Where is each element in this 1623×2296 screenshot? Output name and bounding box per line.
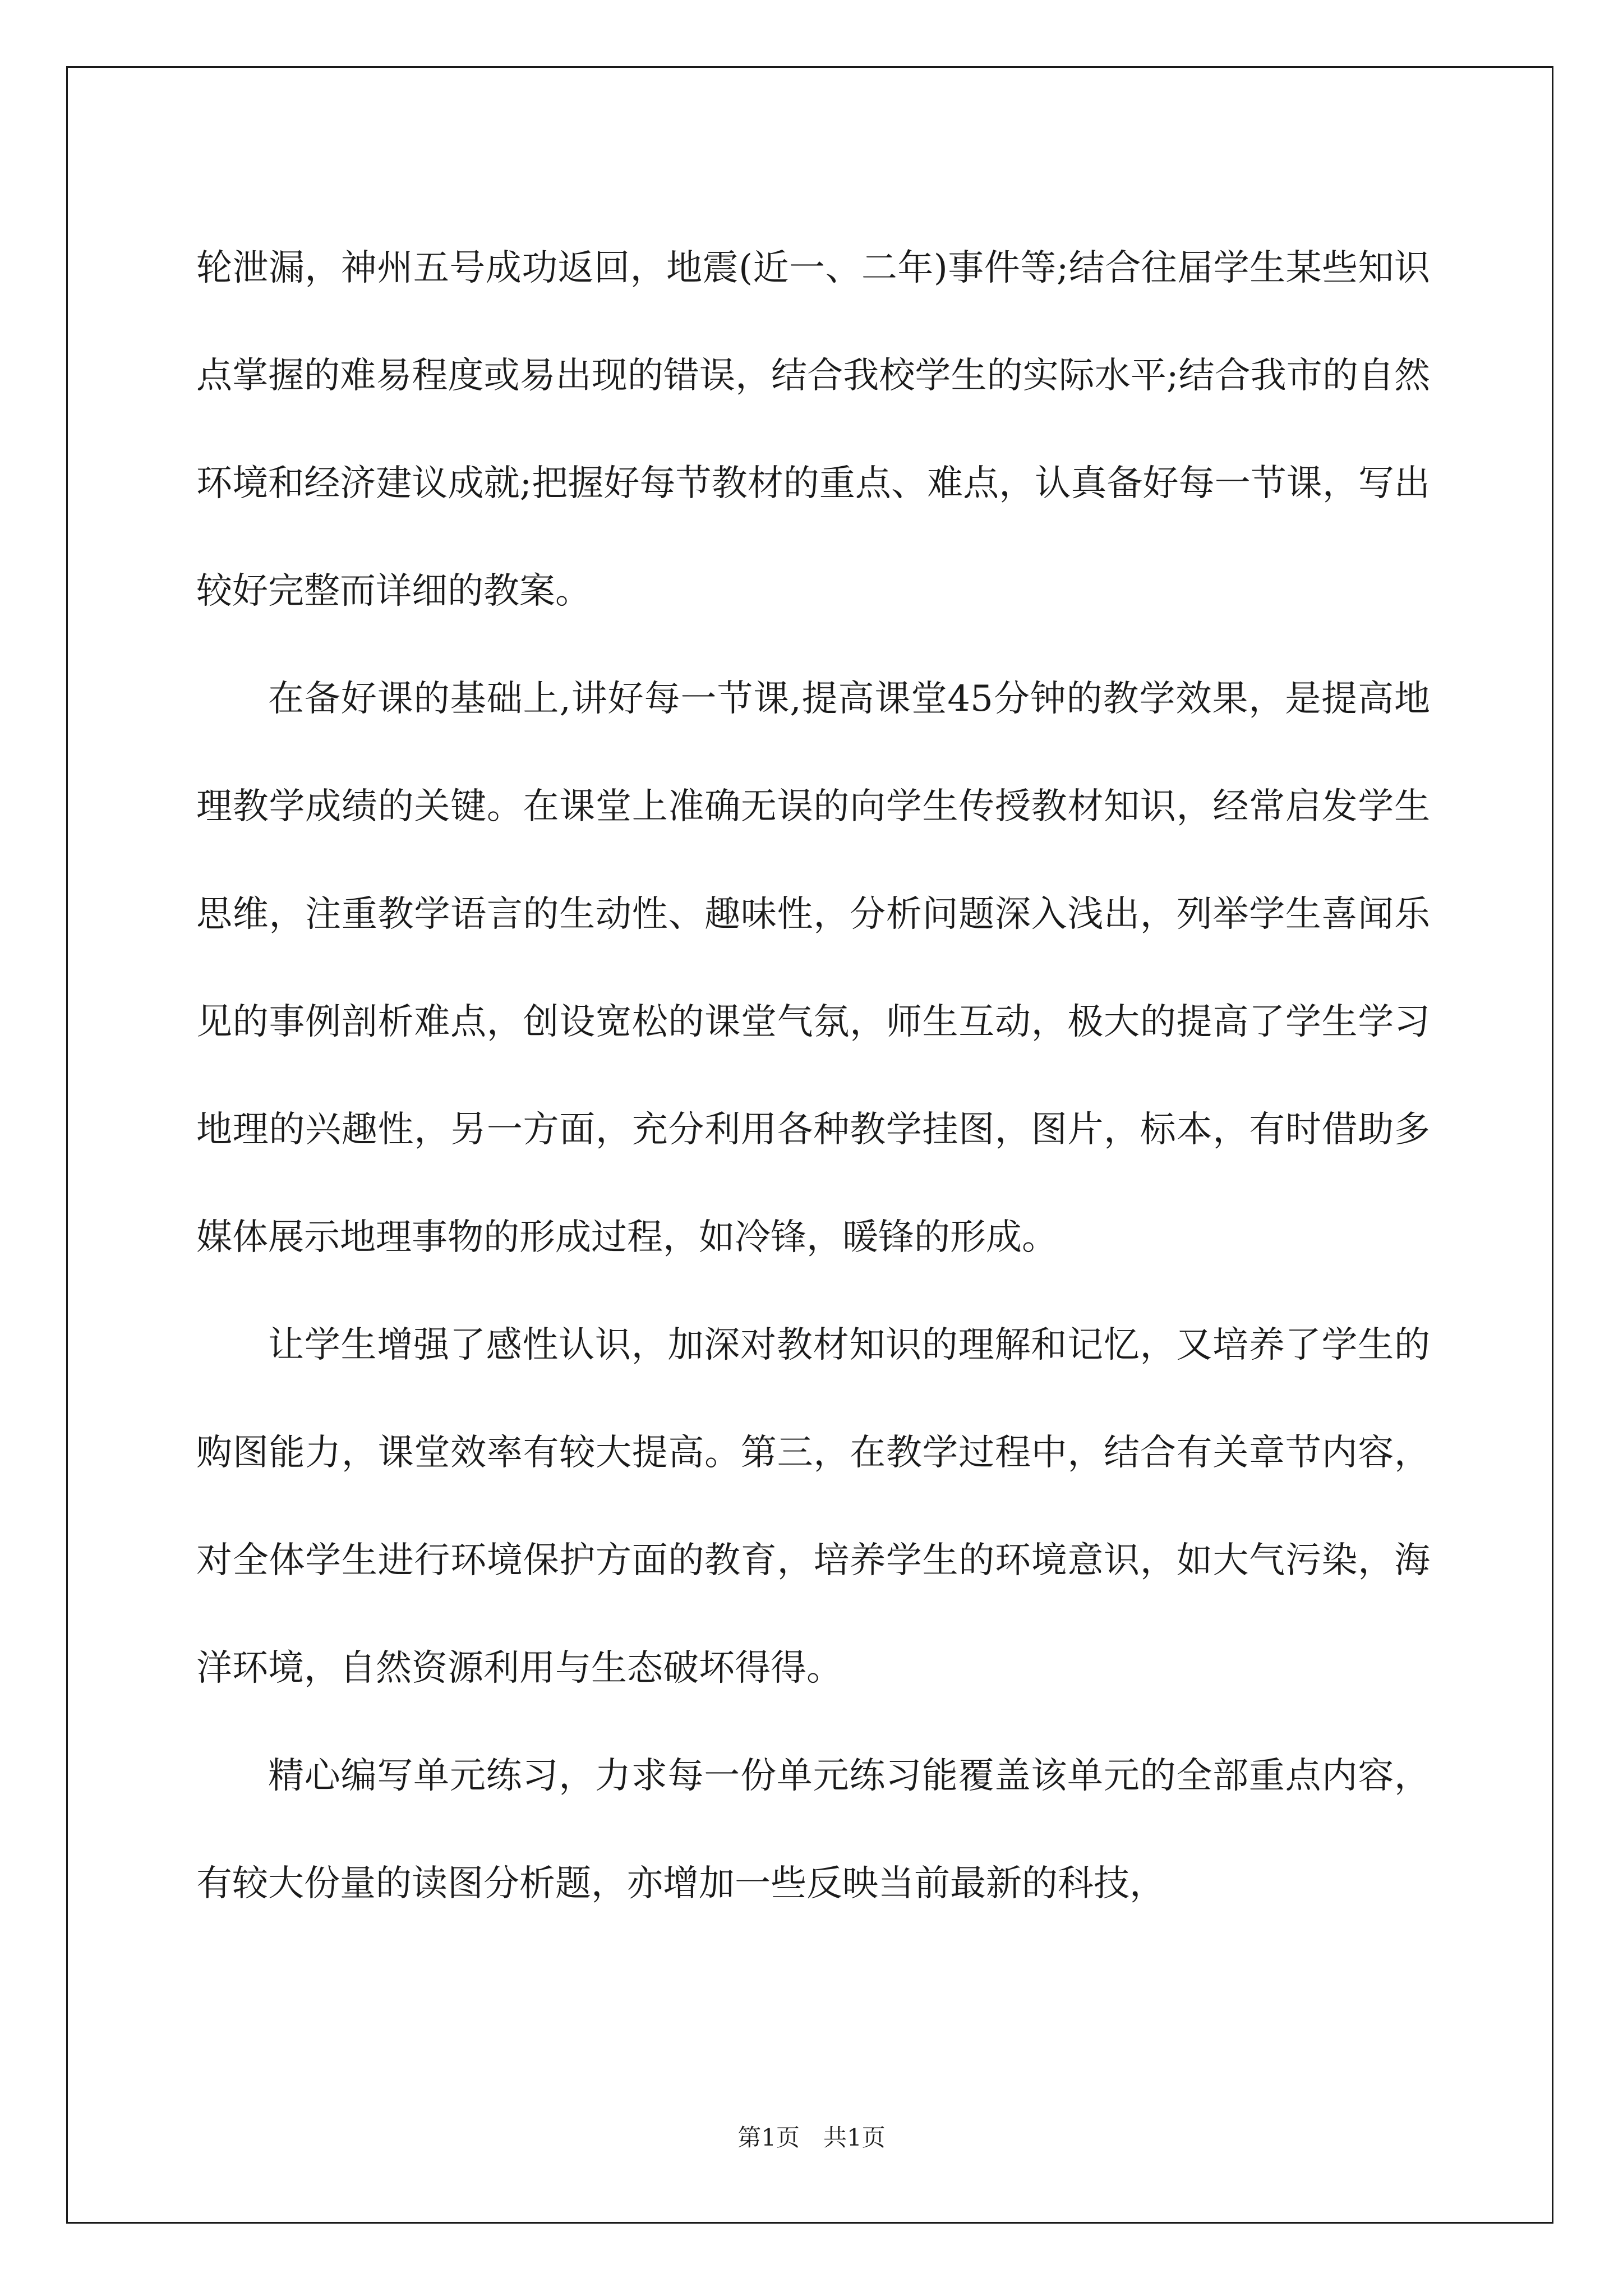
paragraph-4: 精心编写单元练习，力求每一份单元练习能覆盖该单元的全部重点内容，有较大份量的读图分析题，亦增加一些反映当前最新的科技， bbox=[196, 1755, 1430, 1904]
paragraph-2: 在备好课的基础上,讲好每一节课,提高课堂45分钟的教学效果，是提高地理教学成绩的关键。在课堂上准确无误的向学生传授教材知识，经常启发学生思维，注重教学语言的生动性、趣味性，分析问题深入浅出，列举学生喜闻乐见的事例剖析难点，创设宽松的课堂气氛，师生互动，极大的提高了学生学习地理的兴趣性，另一方面，充分利用各种教学挂图，图片，标本，有时借助多媒体展示地理事物的形成过程，如冷锋，暖锋的形成。 bbox=[196, 678, 1430, 1258]
paragraph-3: 让学生增强了感性认识，加深对教材知识的理解和记忆，又培养了学生的购图能力，课堂效率有较大提高。第三，在教学过程中，结合有关章节内容，对全体学生进行环境保护方面的教育，培养学生的环境意识，如大气污染，海洋环境，自然资源利用与生态破坏得得。 bbox=[196, 1324, 1430, 1689]
document-body bbox=[196, 214, 1430, 1938]
paragraph-1: 轮泄漏，神州五号成功返回，地震(近一、二年)事件等;结合往届学生某些知识点掌握的难易程度或易出现的错误，结合我校学生的实际水平;结合我市的自然环境和经济建议成就;把握好每节教材的重点、难点，认真备好每一节课，写出较好完整而详细的教案。 bbox=[196, 247, 1430, 612]
page-footer: 第1页 共1页 bbox=[737, 2124, 886, 2151]
